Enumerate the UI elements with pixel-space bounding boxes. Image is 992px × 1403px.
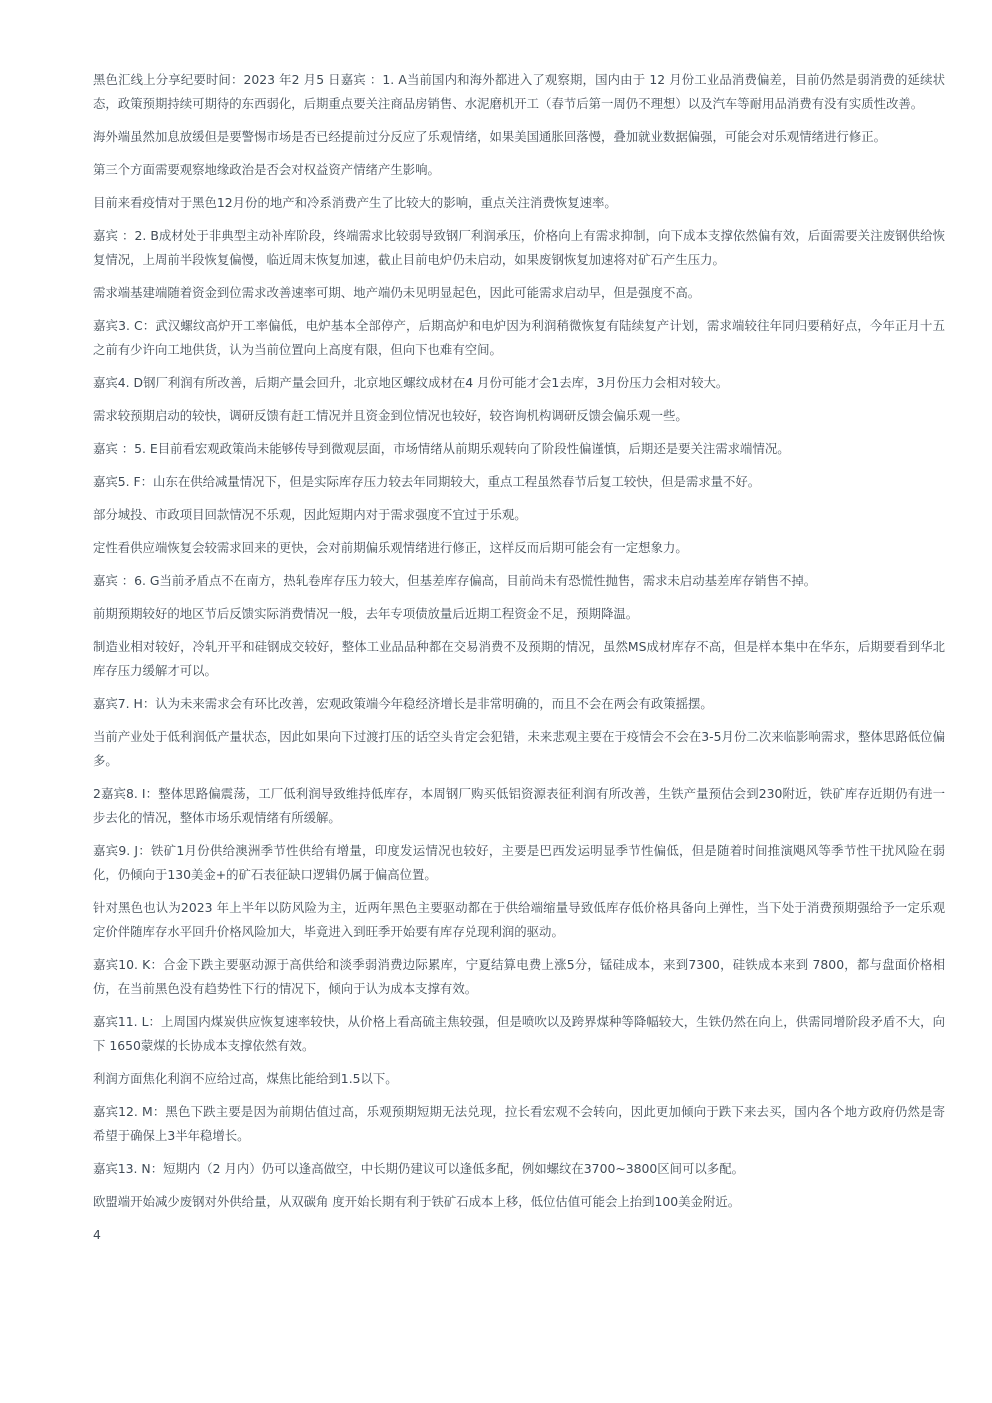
paragraph-9: 需求较预期启动的较快，调研反馈有赶工情况并且资金到位情况也较好，较咨询机构调研反馈会偏乐观一些。 bbox=[93, 408, 688, 423]
paragraph-14: 嘉宾 ：6. G当前矛盾点不在南方，热轧卷库存压力较大，但基差库存偏高，目前尚未有恐慌性抛售，需求未启动基差库存销售不掉。 bbox=[93, 573, 817, 588]
paragraph-16: 制造业相对较好，冷轧开平和硅钢成交较好，整体工业品品种都在交易消费不及预期的情况，虽然MS成材库存不高，但是样本集中在华东，后期要看到华北库存压力缓解才可以。 bbox=[93, 639, 945, 678]
page-number: 4 bbox=[93, 1227, 101, 1242]
paragraph-24: 利润方面焦化利润不应给过高，煤焦比能给到1.5以下。 bbox=[93, 1071, 398, 1086]
paragraph-27: 欧盟端开始减少废钢对外供给量，从双碳角 度开始长期有利于铁矿石成本上移，低位估值可能会上抬到100美金附近。 bbox=[93, 1194, 741, 1209]
paragraph-20: 嘉宾9. J：铁矿1月份供给澳洲季节性供给有增量，印度发运情况也较好，主要是巴西发运明显季节性偏低，但是随着时间推演飓风等季节性干扰风险在弱化，仍倾向于130美金+的矿石表征缺口逻辑仍属于偏高位置。 bbox=[93, 843, 945, 882]
paragraph-7: 嘉宾3. C：武汉螺纹高炉开工率偏低，电炉基本全部停产，后期高炉和电炉因为利润稍微恢复有陆续复产计划，需求端较往年同归要稍好点，今年正月十五之前有少许向工地供货，认为当前位置向上高度有限，但向下也难有空间。 bbox=[93, 318, 945, 357]
paragraph-15: 前期预期较好的地区节后反馈实际消费情况一般，去年专项债放量后近期工程资金不足，预期降温。 bbox=[93, 606, 639, 621]
paragraph-2: 海外端虽然加息放缓但是要警惕市场是否已经提前过分反应了乐观情绪，如果美国通胀回落慢，叠加就业数据偏强，可能会对乐观情绪进行修正。 bbox=[93, 129, 886, 144]
paragraph-3: 第三个方面需要观察地缘政治是否会对权益资产情绪产生影响。 bbox=[93, 162, 440, 177]
paragraph-22: 嘉宾10. K：合金下跌主要驱动源于高供给和淡季弱消费边际累库，宁夏结算电费上涨5分，锰硅成本，来到7300，硅铁成本来到 7800，都与盘面价格相仿，在当前黑色没有趋势性下行的情况下，倾向于认为成本支撑有效。 bbox=[93, 957, 945, 996]
paragraph-13: 定性看供应端恢复会较需求回来的更快，会对前期偏乐观情绪进行修正，这样反而后期可能会有一定想象力。 bbox=[93, 540, 688, 555]
paragraph-5: 嘉宾 ：2. B成材处于非典型主动补库阶段，终端需求比较弱导致钢厂利润承压，价格向上有需求抑制，向下成本支撑依然偏有效，后面需要关注废钢供给恢复情况，上周前半段恢复偏慢，临近周末恢复加速，截止目前电炉仍未启动，如果废钢恢复加速将对矿石产生压力。 bbox=[93, 228, 945, 267]
paragraph-1: 黑色汇线上分享纪要时间：2023 年2 月5 日嘉宾 ：1. A当前国内和海外都进入了观察期，国内由于 12 月份工业品消费偏差，目前仍然是弱消费的延续状态，政策预期持续可期待的东西弱化，后期重点要关注商品房销售、水泥磨机开工（春节后第一周仍不理想）以及汽车等耐用品消费有没有实质性改善。 bbox=[93, 72, 945, 111]
paragraph-12: 部分城投、市政项目回款情况不乐观，因此短期内对于需求强度不宜过于乐观。 bbox=[93, 507, 527, 522]
paragraph-21: 针对黑色也认为2023 年上半年以防风险为主，近两年黑色主要驱动都在于供给端缩量导致低库存低价格具备向上弹性，当下处于消费预期强给予一定乐观定价伴随库存水平回升价格风险加大，毕竟进入到旺季开始要有库存兑现利润的驱动。 bbox=[93, 900, 945, 939]
paragraph-10: 嘉宾 ：5. E目前看宏观政策尚未能够传导到微观层面，市场情绪从前期乐观转向了阶段性偏谨慎，后期还是要关注需求端情况。 bbox=[93, 441, 790, 456]
paragraph-8: 嘉宾4. D钢厂利润有所改善，后期产量会回升，北京地区螺纹成材在4 月份可能才会1去库，3月份压力会相对较大。 bbox=[93, 375, 729, 390]
paragraph-6: 需求端基建端随着资金到位需求改善速率可期、地产端仍未见明显起色，因此可能需求启动早，但是强度不高。 bbox=[93, 285, 701, 300]
paragraph-11: 嘉宾5. F：山东在供给减量情况下，但是实际库存压力较去年同期较大，重点工程虽然春节后复工较快，但是需求量不好。 bbox=[93, 474, 761, 489]
paragraph-4: 目前来看疫情对于黑色12月份的地产和冷系消费产生了比较大的影响，重点关注消费恢复速率。 bbox=[93, 195, 617, 210]
paragraph-18: 当前产业处于低利润低产量状态，因此如果向下过渡打压的话空头肯定会犯错，未来悲观主要在于疫情会不会在3-5月份二次来临影响需求，整体思路低位偏多。 bbox=[93, 729, 945, 768]
paragraph-17: 嘉宾7. H：认为未来需求会有环比改善，宏观政策端今年稳经济增长是非常明确的，而且不会在两会有政策摇摆。 bbox=[93, 696, 713, 711]
paragraph-23: 嘉宾11. L：上周国内煤炭供应恢复速率较快，从价格上看高硫主焦较强，但是喷吹以及跨界煤种等降幅较大，生铁仍然在向上，供需同增阶段矛盾不大，向下 1650蒙煤的长协成本支撑依然有效。 bbox=[93, 1014, 945, 1053]
paragraph-25: 嘉宾12. M：黑色下跌主要是因为前期估值过高，乐观预期短期无法兑现，拉长看宏观不会转向，因此更加倾向于跌下来去买，国内各个地方政府仍然是寄希望于确保上3半年稳增长。 bbox=[93, 1104, 945, 1143]
paragraph-26: 嘉宾13. N：短期内（2 月内）仍可以逢高做空，中长期仍建议可以逢低多配，例如螺纹在3700~3800区间可以多配。 bbox=[93, 1161, 744, 1176]
document-body bbox=[93, 68, 945, 1256]
paragraph-19: 2嘉宾8. I：整体思路偏震荡，工厂低利润导致维持低库存，本周钢厂购买低铝资源表征利润有所改善，生铁产量预估会到230附近，铁矿库存近期仍有进一步去化的情况，整体市场乐观情绪有所缓解。 bbox=[93, 786, 945, 825]
